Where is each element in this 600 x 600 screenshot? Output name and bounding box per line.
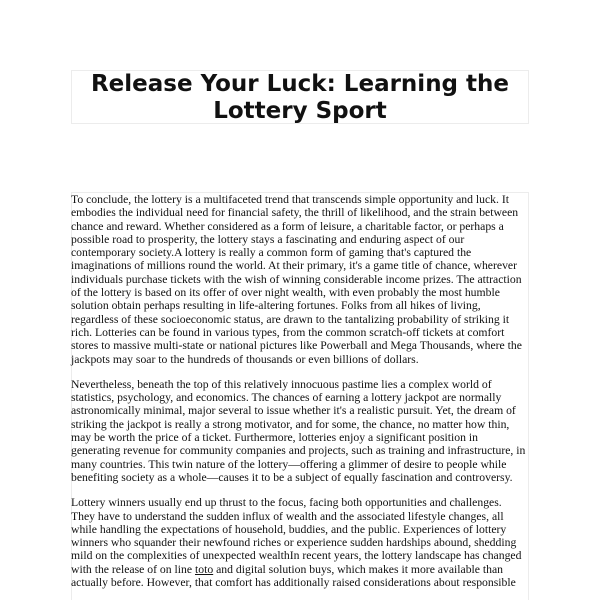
text-line: solution obtain perhaps resulting in life-altering fortunes. Folks from all hikes of living, [71,299,481,313]
text-line: statistics, psychology, and economics. The chances of earning a lottery jackpot are normally [71,391,502,405]
text-line: embodies the individual need for financial safety, the thrill of likelihood, and the strain between [71,206,519,220]
text-line: generating revenue for community companies and projects, such as training and infrastructure, in [71,444,526,458]
text-line: chance and reward. Whether considered as a form of leisure, a charitable factor, or perhaps a [71,219,504,233]
text-line: may be worth the price of a ticket. Furthermore, lotteries enjoy a significant position in [71,431,479,445]
text-line: benefiting society as a whole—causes it to be a subject of equally fascination and controversy. [71,470,513,484]
text-line: while handling the expectations of household, buddies, and the public. Experiences of lottery [71,522,507,536]
paragraph-1 [71,193,529,366]
text-line: winners who squander their newfound riches or experience sudden hardships abound, shedding [71,536,517,550]
text-line: contemporary society.A lottery is really a common form of gaming that's captured the [71,246,472,260]
toto-link[interactable]: toto [194,562,214,576]
text-line: individuals purchase tickets with the wish of winning considerable income prizes. The attraction [71,272,522,286]
text-line: imaginations of millions round the world. At their primary, it's a game title of chance, wherever [71,259,518,273]
link-line-before: with the release of on line [71,562,195,576]
text-line: Lottery winners usually end up thrust to the focus, facing both opportunities and challenges. [71,496,502,510]
text-line: jackpots may soar to the hundreds of thousands or even billions of dollars. [71,352,419,366]
paragraph-2 [71,378,529,484]
text-line-with-link [71,563,529,576]
text-line: many countries. This twin nature of the lottery—offering a glimmer of desire to people while [71,457,507,471]
text-line: stores to massive multi-state or national pictures like Powerball and Mega Thousands, where the [71,339,522,353]
text-line: astronomically minimal, major several to issue whether it's a realistic pursuit. Yet, the dream of [71,404,516,418]
text-line: They have to understand the sudden influx of wealth and the associated lifestyle changes, all [71,509,504,523]
text-line: striking the jackpot is really a strong motivator, and for some, the chance, no matter how thin, [71,417,510,431]
page-title [71,70,529,125]
text-line: regardless of these socioeconomic status, are drawn to the tantalizing probability of striking it [71,312,510,326]
text-line: Nevertheless, beneath the top of this relatively innocuous pastime lies a complex world of [71,377,492,391]
page-title-line-2: Lottery Sport [213,98,387,124]
page-title-line-1: Release Your Luck: Learning the [90,71,510,97]
article-body [71,193,529,600]
text-line: actually before. However, that comfort has additionally raised considerations about responsible [71,576,516,590]
text-line: mild on the complexities of unexpected wealthIn recent years, the lottery landscape has changed [71,549,522,563]
text-line: of the lottery is based on its offer of over night wealth, with even probably the most humble [71,286,500,300]
text-line: To conclude, the lottery is a multifaceted trend that transcends simple opportunity and luck. It [71,193,509,206]
text-line: rich. Lotteries can be found in various types, from the common scratch-off tickets at comfort [71,325,505,339]
text-line: possible road to prosperity, the lottery stays a fascinating and enduring aspect of our [71,232,465,246]
paragraph-3 [71,496,529,589]
link-line-after: and digital solution buys, which makes it more available than [213,562,504,576]
